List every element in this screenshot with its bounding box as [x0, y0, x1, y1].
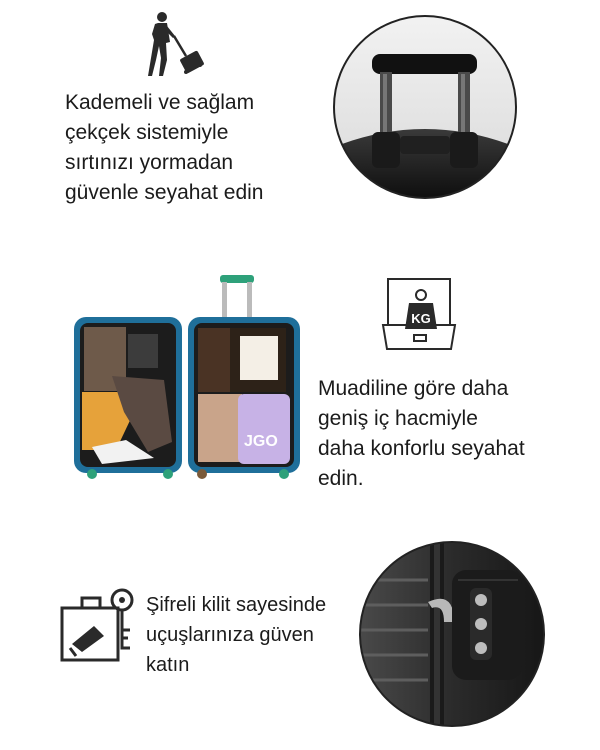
handle-photo: [332, 14, 518, 200]
kg-label: KG: [411, 311, 431, 326]
lock-key-icon: [60, 586, 138, 664]
feature-text-lock: Şifreli kilit sayesinde uçuşlarınıza güven katın: [146, 594, 327, 676]
feature-text-capacity: Muadiline göre daha geniş iç hacmiyle daha konforlu seyahat edin.: [318, 377, 525, 490]
traveler-icon: [140, 10, 210, 78]
lock-photo: [358, 540, 546, 728]
open-suitcase-photo: [72, 272, 304, 480]
feature-text-handle: Kademeli ve sağlam çekçek sistemiyle sırtınızı yormadan güvenle seyahat edin: [65, 91, 264, 204]
clothing-print: JGO: [244, 433, 278, 450]
kg-weight-icon: [380, 273, 460, 353]
